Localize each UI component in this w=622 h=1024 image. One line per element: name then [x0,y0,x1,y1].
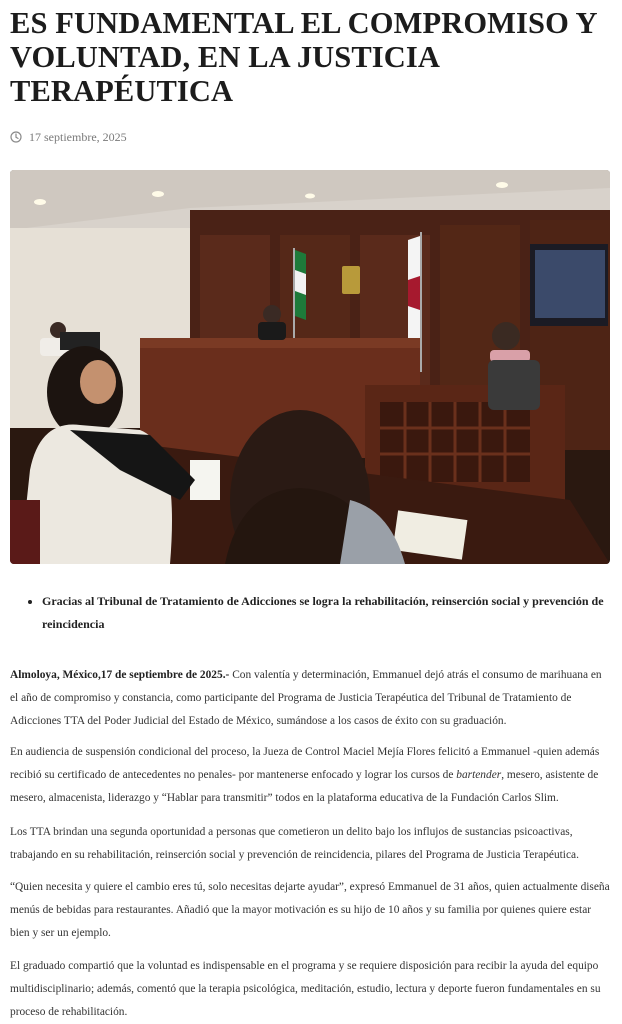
paragraph-4: “Quien necesita y quiere el cambio eres tú, solo necesitas dejarte ayudar”, expresó Emmanuel de 31 años, quien actualmente diseña menús de bebidas para restaurantes. Añadió que la mayor motivación es su hijo de 10 años y su familia por quienes quiere estar bien y ser un ejemplo. [10,881,610,939]
paragraph-2-italic: bartender [456,769,502,781]
article-title: ES FUNDAMENTAL EL COMPROMISO Y VOLUNTAD, EN LA JUSTICIA TERAPÉUTICA [10,6,597,108]
paragraph-1 [10,664,610,733]
courtroom-photo [10,170,610,564]
paragraph-5: El graduado compartió que la voluntad es indispensable en el programa y se requiere disposición para recibir la ayuda del equipo multidisciplinario; además, comentó que la terapia psicológica, meditación, estudio, lectura y deporte fueron fundamentales en su proceso de rehabilitación. [10,960,601,1018]
article-date [10,129,127,145]
paragraph-2 [10,741,610,810]
dateline: Almoloya, México,17 de septiembre de 2025.- [10,669,230,681]
date-text: 17 septiembre, 2025 [29,129,127,144]
paragraph-3: Los TTA brindan una segunda oportunidad a personas que cometieron un delito bajo los influjos de sustancias psicoactivas, trabajando en su rehabilitación, reinserción social y prevención de reincidencia, pilares del Programa de Justicia Terapéutica. [10,826,579,861]
highlights-list [26,590,612,636]
paragraph-2-text-b: , mesero, asistente de mesero, almacenista, liderazgo y “Hablar para transmitir” todos en la plataforma educativa de la Fundación Carlos Slim. [10,769,599,804]
paragraph-2-text-a: En audiencia de suspensión condicional del proceso, la Jueza de Control Maciel Mejía Flores felicitó a Emmanuel -quien además recibió su certificado de antecedentes no penales- por mantenerse enfocado y lograr los cursos de [10,746,600,781]
clock-icon [10,131,22,143]
highlight-item: • Gracias al Tribunal de Tratamiento de Adicciones se logra la rehabilitación, reinserción social y prevención de reincidencia [42,590,612,636]
paragraph-1-text: Con valentía y determinación, Emmanuel dejó atrás el consumo de marihuana en el año de compromiso y constancia, como participante del Programa de Justicia Terapéutica del Tribunal de Tratamiento de Adicciones TTA del Poder Judicial del Estado de México, sumándose a los casos de éxito con su graduación. [10,669,602,727]
